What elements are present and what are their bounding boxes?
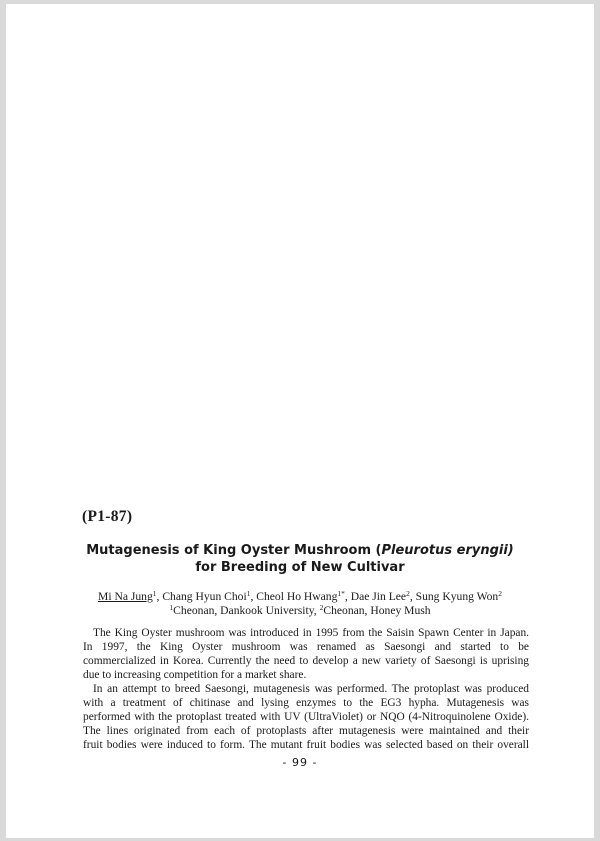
author-name: Dae Jin Lee bbox=[350, 590, 407, 603]
abstract-line: The lines originated from each of protoplasts after mutagenesis were maintained and their bbox=[83, 725, 529, 737]
affiliations bbox=[6, 603, 594, 618]
title-text: Mutagenesis of King Oyster Mushroom ( bbox=[86, 543, 382, 558]
author-affil-mark: 2 bbox=[498, 589, 502, 598]
abstract-line: due to increasing competition for a market share. bbox=[83, 669, 307, 681]
title-species: Pleurotus eryngii) bbox=[381, 543, 514, 558]
page-number: - 99 - bbox=[282, 756, 318, 769]
author-name: Mi Na Jung bbox=[98, 590, 153, 603]
abstract-line: The King Oyster mushroom was introduced in 1995 from the Saisin Spawn Center in Japan. bbox=[93, 627, 529, 639]
abstract-line: fruit bodies were induced to form. The mutant fruit bodies was selected based on their overall bbox=[83, 739, 529, 751]
abstract-line: commercialized in Korea. Currently the need to develop a new variety of Saesongi is uprising bbox=[83, 655, 529, 667]
abstract-line: In 1997, the King Oyster mushroom was renamed as Saesongi and started to be bbox=[83, 641, 529, 653]
abstract-line: In an attempt to breed Saesongi, mutagenesis was performed. The protoplast was produced bbox=[93, 683, 529, 695]
paper-title bbox=[6, 542, 594, 559]
abstract-body bbox=[83, 626, 529, 752]
affiliation: Cheonan, Dankook University, bbox=[173, 604, 317, 617]
document-page bbox=[6, 4, 594, 838]
abstract-line: with a treatment of chitinase and lysing enzymes to the EG3 hypha. Mutagenesis was bbox=[83, 697, 529, 709]
affiliation: Cheonan, Honey Mush bbox=[323, 604, 431, 617]
author-list: Mi Na Jung$^1$, Chang Hyun Choi$^1$, Cheol Ho Hwang$^{1*}$, Dae Jin Lee$^2$, Sung Kyung Won$^2$ bbox=[98, 589, 502, 603]
abstract-line: performed with the protoplast treated with UV (UltraViolet) or NQO (4-Nitroquinolene Oxide). bbox=[83, 711, 529, 723]
author-name: Cheol Ho Hwang bbox=[256, 590, 338, 603]
author-affil-mark: 1 bbox=[246, 589, 251, 598]
abstract-code: (P1-87) bbox=[82, 508, 133, 525]
affil-mark: 2 bbox=[319, 603, 324, 612]
author-affil-mark: 1* bbox=[337, 589, 345, 598]
affil-mark: 1 bbox=[169, 603, 174, 612]
author-affil-mark: 2 bbox=[406, 589, 410, 598]
author-affil-mark: 1 bbox=[152, 589, 157, 598]
author-name: Sung Kyung Won bbox=[415, 590, 499, 603]
paper-title-line2: for Breeding of New Cultivar bbox=[195, 560, 405, 575]
author-name: Chang Hyun Choi bbox=[162, 590, 247, 603]
